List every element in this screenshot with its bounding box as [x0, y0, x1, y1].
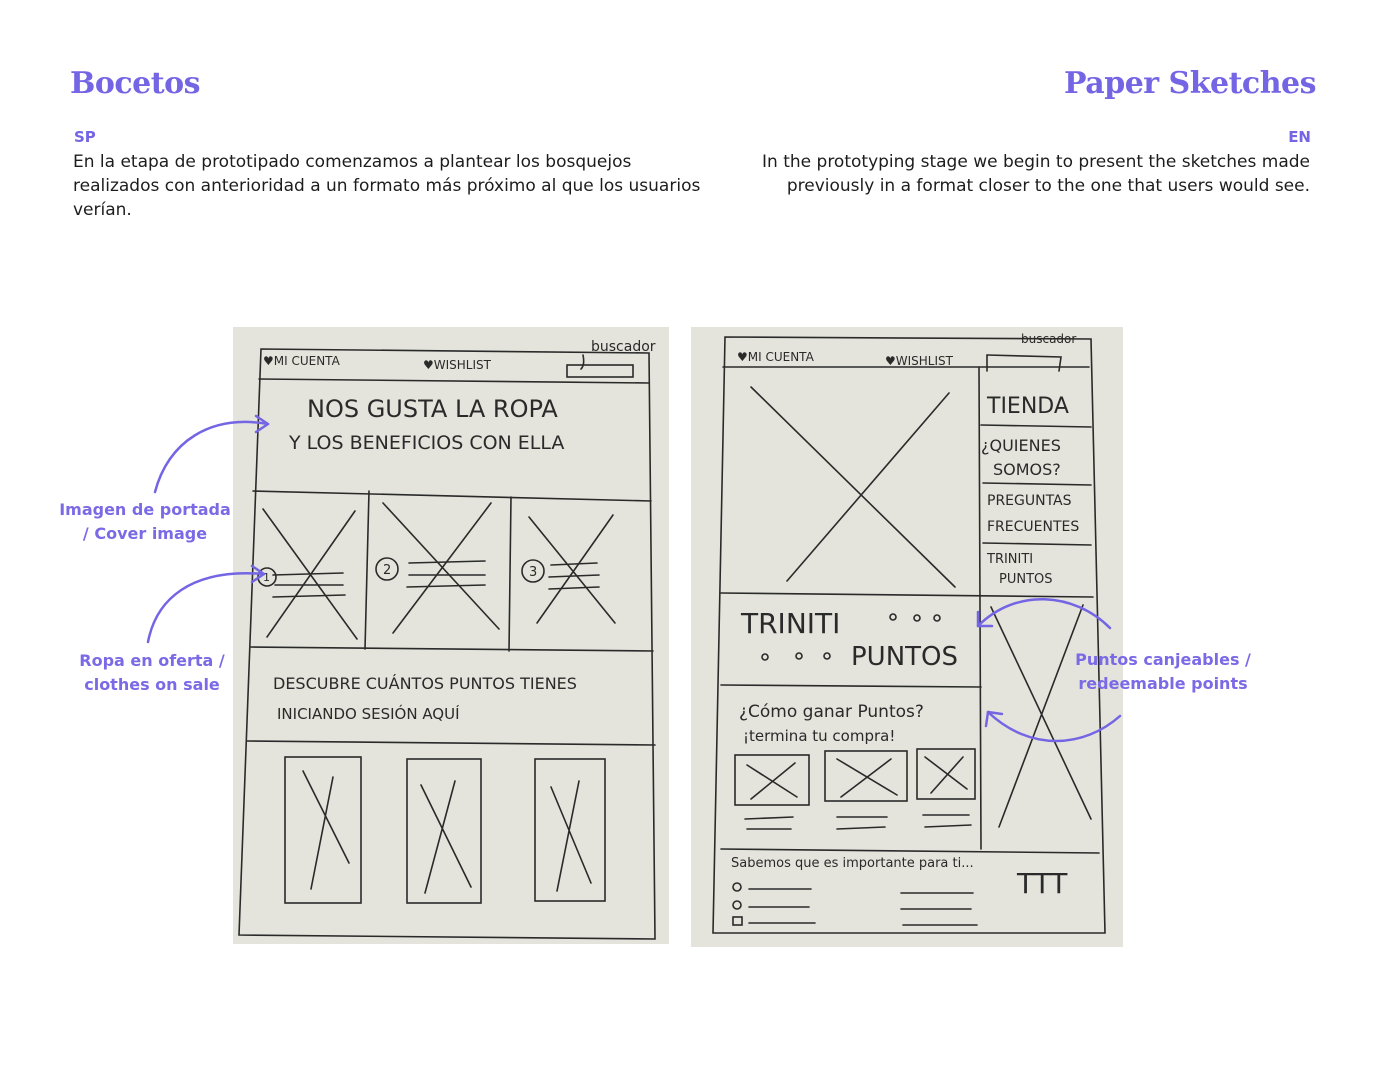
- sketch2-hero-placeholder: [751, 387, 955, 587]
- paper-sketch-homepage: [233, 327, 669, 944]
- sketch1-product-placeholders: [258, 503, 615, 639]
- sketch2-footer-text: Sabemos que es importante para ti...: [731, 856, 974, 871]
- sketch2-side-placeholder: [991, 605, 1091, 827]
- sketch1-item1-number: 1: [263, 571, 270, 584]
- sketch2-menu-about-line1: ¿QUIENES: [981, 436, 1061, 455]
- page-title-spanish: Bocetos: [70, 66, 200, 101]
- sketch1-hero-line2: Y LOS BENEFICIOS CON ELLA: [289, 432, 565, 454]
- annotation-clothes-on-sale: Ropa en oferta / clothes on sale: [79, 651, 225, 694]
- sketch2-menu-points-line2: PUNTOS: [999, 572, 1053, 587]
- sketch2-footer-logo: TTT: [1017, 867, 1068, 900]
- sketch2-search-note: buscador: [1021, 332, 1077, 346]
- sketch1-nav-account: ♥MI CUENTA: [263, 354, 340, 368]
- paper-sketch-store-page: [691, 327, 1123, 947]
- sketch2-footer-lines: [733, 883, 977, 925]
- page-title-english: Paper Sketches: [1064, 66, 1316, 101]
- language-label-en: EN: [1288, 128, 1311, 146]
- description-english: In the prototyping stage we begin to present the sketches made previously in a format closer to the one that users would see.: [762, 152, 1310, 196]
- sketch2-menu-points-line1: TRINITI: [987, 552, 1034, 567]
- sketch1-search-note: buscador: [591, 339, 656, 355]
- sketch2-search-box: [987, 355, 1061, 371]
- sketch2-nav-wishlist: ♥WISHLIST: [885, 354, 953, 368]
- sketch2-nav-account: ♥MI CUENTA: [737, 350, 814, 364]
- sketch1-item2-number: 2: [383, 563, 392, 578]
- sketch1-bottom-placeholders: [285, 757, 605, 903]
- sketch2-product-placeholders: [735, 749, 975, 829]
- sketch2-menu-about-line2: SOMOS?: [993, 460, 1061, 479]
- sketch2-earn-line1: ¿Cómo ganar Puntos?: [739, 702, 924, 722]
- description-spanish: En la etapa de prototipado comenzamos a plantear los bosquejos realizados con anterioridad a un formato más próximo al que los usuarios verían.: [73, 152, 701, 220]
- sketch1-promo-line1: DESCUBRE CUÁNTOS PUNTOS TIENES: [273, 674, 577, 693]
- sketch2-earn-line2: ¡termina tu compra!: [743, 727, 896, 745]
- language-label-sp: SP: [74, 128, 96, 146]
- sketch2-points-line1: TRINITI: [741, 607, 841, 640]
- annotation-redeemable-points: Puntos canjeables / redeemable points: [1075, 650, 1251, 693]
- sketch1-item3-number: 3: [529, 565, 538, 580]
- sketch1-search-box: [567, 355, 633, 377]
- sketch2-menu-faq-line2: FRECUENTES: [987, 519, 1080, 535]
- sketch1-promo-line2: INICIANDO SESIÓN AQUÍ: [277, 705, 460, 723]
- sketch2-menu-faq-line1: PREGUNTAS: [987, 493, 1072, 509]
- sketch2-menu-store: TIENDA: [987, 394, 1069, 419]
- sketch1-nav-wishlist: ♥WISHLIST: [423, 358, 491, 372]
- sketch2-points-line2: PUNTOS: [851, 642, 959, 672]
- annotation-cover-image: Imagen de portada / Cover image: [59, 500, 231, 543]
- sketch1-hero-line1: NOS GUSTA LA ROPA: [307, 395, 558, 423]
